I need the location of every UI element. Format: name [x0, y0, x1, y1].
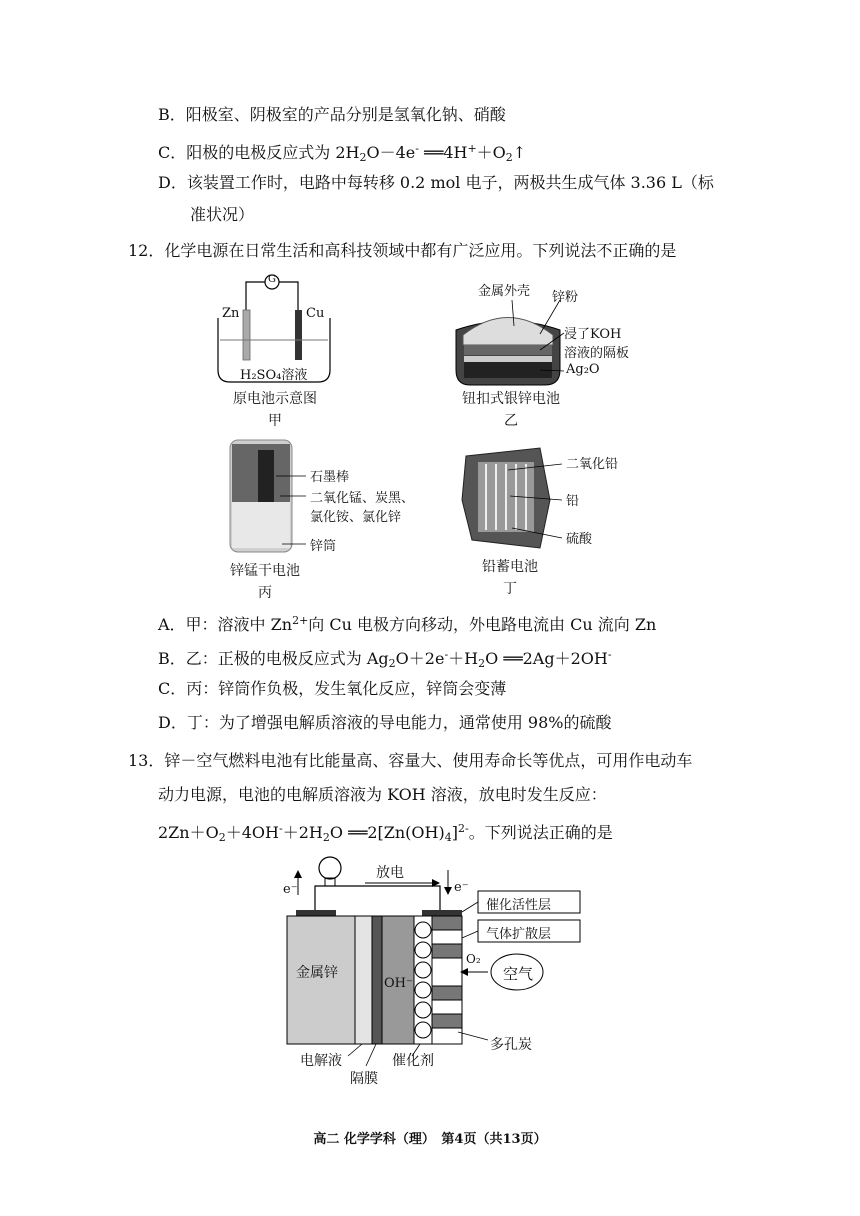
fig-ding-caption: 铅蓄电池 [482, 559, 538, 575]
separator-label-1: 浸了KOH [564, 327, 622, 342]
mixture-label-1: 二氧化锰、炭黑、 [310, 491, 415, 506]
q12-option-d: D．丁：为了增强电解质溶液的导电能力，通常使用 98%的硫酸 [158, 713, 612, 732]
q11-option-d: D．该装置工作时，电路中每转移 0.2 mol 电子，两极共生成气体 3.36 L（标 [158, 173, 714, 192]
q11-option-c: C．阳极的电极反应式为 $2H_2O-4e^-$ $══4H^++O_2↑$ [158, 142, 527, 164]
porous-carbon-label: 多孔炭 [490, 1037, 532, 1053]
membrane-label: 隔膜 [350, 1071, 378, 1087]
q13-equation: $2Zn+O_2+4OH^-+2H_2O$ $══2[Zn(OH)_4]^{2-}$。下列说法正确的是 [158, 822, 613, 844]
q11-option-b: B．阳极室、阴极室的产品分别是氢氧化钠、硝酸 [158, 105, 506, 124]
galvanometer-label: G [268, 274, 276, 285]
q11-option-d-cont: 准状况） [190, 205, 255, 224]
fig-bing-caption: 锌锰干电池 [230, 563, 300, 579]
q12-option-a: A．甲：溶液中 $Zn^{2+}$向 Cu 电极方向移动，外电路电流由 Cu 流向 Zn [158, 614, 657, 634]
sulfuric-acid-label: 硫酸 [566, 532, 593, 547]
lead-label: 铅 [566, 494, 580, 509]
mixture-label-2: 氯化铵、氯化锌 [310, 510, 402, 525]
hydroxide-label: OH⁻ [384, 976, 413, 991]
zinc-can-label: 锌筒 [310, 539, 337, 554]
q12-option-c: C．丙：锌筒作负极，发生氧化反应，锌筒会变薄 [158, 679, 507, 698]
air-label: 空气 [503, 965, 534, 983]
page-footer: 高二 化学学科（理） 第4页（共13页） [313, 1132, 547, 1147]
lead-acid-figure [462, 448, 562, 548]
fig-ding-tag: 丁 [503, 581, 517, 597]
q13-stem-2: 动力电源，电池的电解质溶液为 KOH 溶液，放电时发生反应： [158, 785, 607, 804]
lead-dioxide-label: 二氧化铅 [566, 457, 619, 472]
graphite-rod-label: 石墨棒 [310, 470, 350, 485]
fig-jia-tag: 甲 [268, 413, 282, 429]
electron-left-label: e⁻ [283, 882, 298, 897]
catalyst-label: 催化剂 [392, 1053, 434, 1069]
dry-cell-figure [230, 440, 306, 552]
solution-label: H₂SO₄溶液 [240, 368, 308, 383]
button-cell-figure [456, 300, 564, 385]
zn-electrode-label: Zn [222, 306, 240, 321]
fig-yi-caption: 钮扣式银锌电池 [462, 391, 560, 407]
q12-stem: 12．化学电源在日常生活和高科技领域中都有广泛应用。下列说法不正确的是 [128, 241, 677, 260]
fig-yi-tag: 乙 [504, 413, 518, 429]
q13-stem-1: 13．锌－空气燃料电池有比能量高、容量大、使用寿命长等优点，可用作电动车 [128, 751, 693, 770]
fig-jia-caption: 原电池示意图 [233, 391, 317, 407]
q12-option-b: B．乙：正极的电极反应式为 $Ag_2O+2e^-+H_2O$ ══2Ag＋2OH- [158, 648, 612, 670]
fig-bing-tag: 丙 [258, 585, 272, 601]
oxygen-label: O₂ [466, 952, 481, 966]
gas-diffusion-layer-label: 气体扩散层 [486, 927, 552, 942]
separator-label-2: 溶液的隔板 [564, 346, 630, 361]
electrolyte-label: 电解液 [300, 1053, 342, 1069]
catalytic-layer-label: 催化活性层 [486, 898, 552, 913]
zinc-powder-label: 锌粉 [552, 290, 579, 305]
cu-electrode-label: Cu [306, 306, 325, 321]
electron-right-label: e⁻ [454, 880, 469, 895]
ag2o-label: Ag₂O [566, 362, 600, 377]
metal-shell-label: 金属外壳 [478, 284, 531, 299]
zinc-metal-label: 金属锌 [296, 965, 338, 981]
discharge-label: 放电 [376, 865, 404, 881]
